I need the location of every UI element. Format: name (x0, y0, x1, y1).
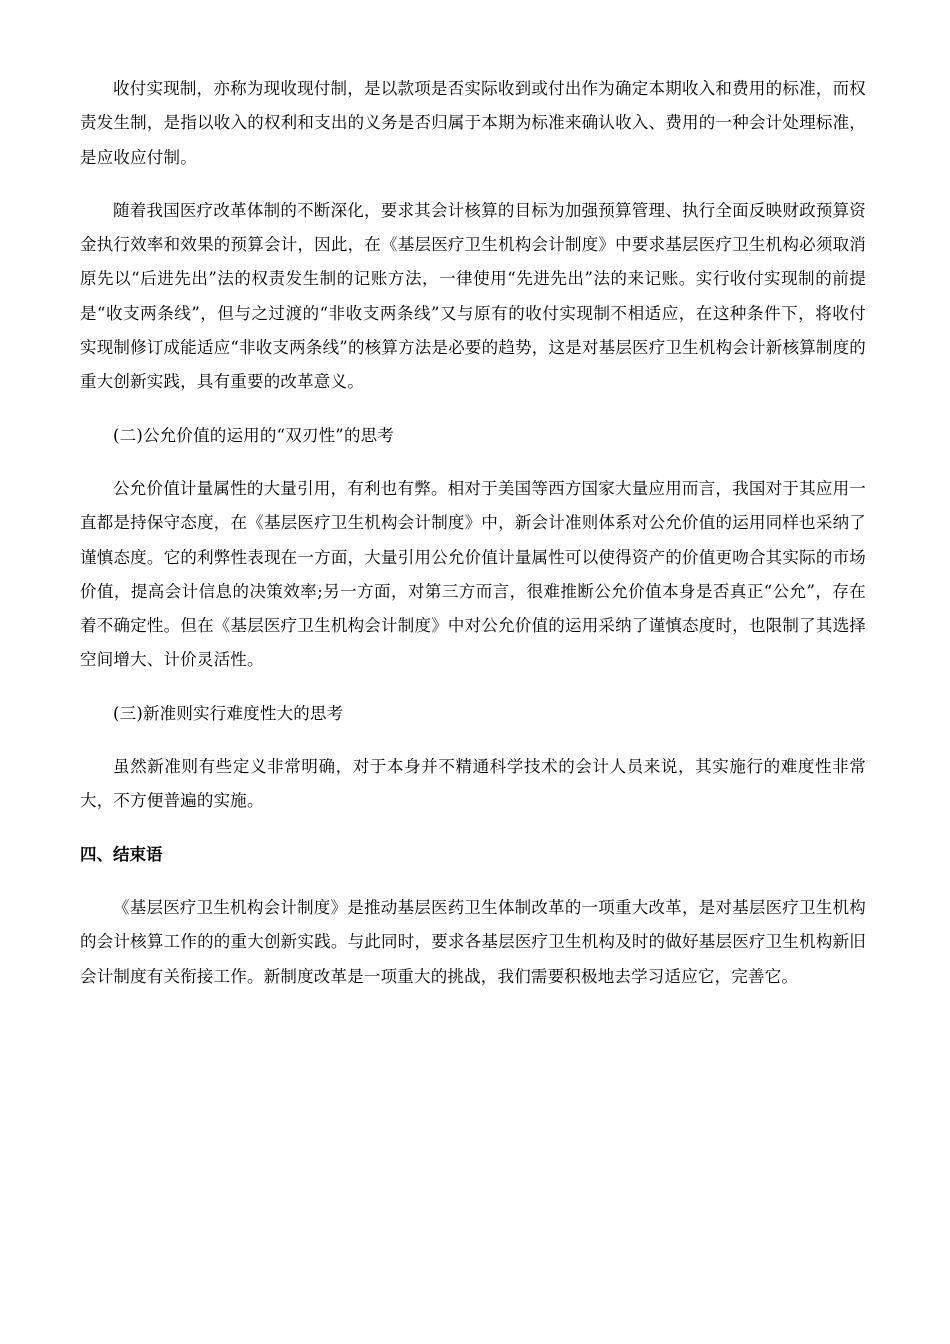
paragraph-fair-value: 公允价值计量属性的大量引用，有利也有弊。相对于美国等西方国家大量应用而言，我国对于其应用一直都是持保守态度，在《基层医疗卫生机构会计制度》中，新会计准则体系对公允价值的运用同样也采纳了谨慎态度。它的利弊性表现在一方面，大量引用公允价值计量属性可以使得资产的价值更吻合其实际的市场价值，提高会计信息的决策效率;另一方面，对第三方而言，很难推断公允价值本身是否真正“公允”，存在着不确定性。但在《基层医疗卫生机构会计制度》中对公允价值的运用采纳了谨慎态度时，也限制了其选择空间增大、计价灵活性。 (80, 478, 866, 670)
document-page (80, 72, 866, 1013)
section-heading-conclusion: 四、结束语 (80, 844, 163, 864)
paragraph-medical-reform: 随着我国医疗改革体制的不断深化，要求其会计核算的目标为加强预算管理、执行全面反映财政预算资金执行效率和效果的预算会计，因此，在《基层医疗卫生机构会计制度》中要求基层医疗卫生机构必须取消原先以“后进先出”法的权责发生制的记账方法，一律使用“先进先出”法的来记账。实行收付实现制的前提是“收支两条线”，但与之过渡的“非收支两条线”又与原有的收付实现制不相适应，在这种条件下，将收付实现制修订成能适应“非收支两条线”的核算方法是必要的趋势，这是对基层医疗卫生机构会计新核算制度的重大创新实践，具有重要的改革意义。 (80, 200, 866, 392)
paragraph-cash-basis: 收付实现制，亦称为现收现付制，是以款项是否实际收到或付出作为确定本期收入和费用的标准，而权责发生制，是指以收入的权利和支出的义务是否归属于本期为标准来确认收入、费用的一种会计处理标准，是应收应付制。 (80, 79, 866, 167)
paragraph-conclusion: 《基层医疗卫生机构会计制度》是推动基层医药卫生体制改革的一项重大改革，是对基层医疗卫生机构的会计核算工作的的重大创新实践。与此同时，要求各基层医疗卫生机构及时的做好基层医疗卫生机构新旧会计制度有关衔接工作。新制度改革是一项重大的挑战，我们需要积极地去学习适应它，完善它。 (80, 897, 866, 986)
subheading-difficulty: (三)新准则实行难度性大的思考 (113, 703, 344, 723)
paragraph-difficulty: 虽然新准则有些定义非常明确，对于本身并不精通科学技术的会计人员来说，其实施行的难度性非常大，不方便普遍的实施。 (80, 757, 866, 811)
subheading-fair-value: (二)公允价值的运用的“双刃性”的思考 (113, 425, 395, 445)
